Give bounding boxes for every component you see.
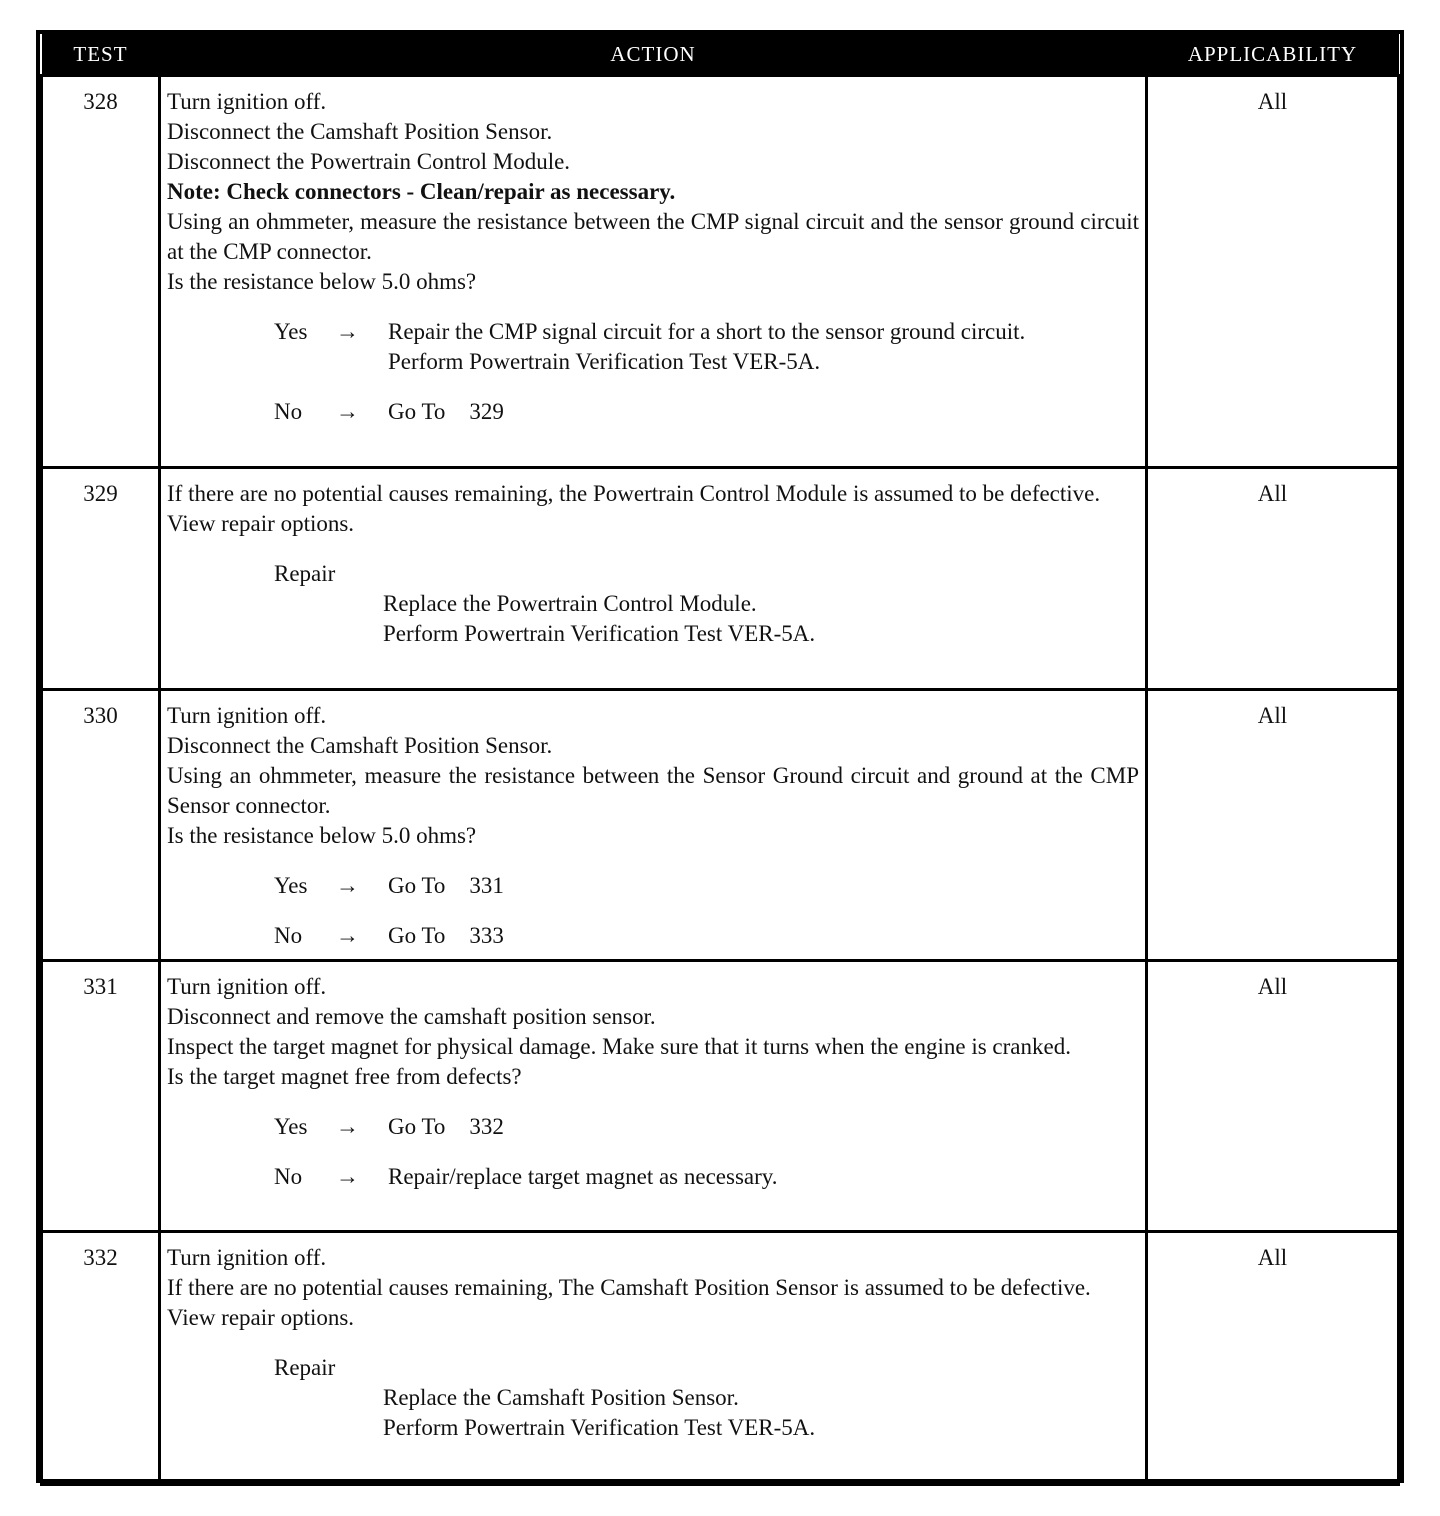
goto-target-link[interactable]: 329 — [469, 399, 504, 424]
action-paragraph: Using an ohmmeter, measure the resistance between the CMP signal circuit and the sensor ground circuit at the CMP connector. — [167, 209, 1139, 264]
action-line: View repair options. — [167, 511, 355, 536]
action-note: Note: Check connectors - Clean/repair as necessary. — [167, 179, 676, 204]
repair-label: Repair — [274, 561, 336, 586]
action-line: View repair options. — [167, 1305, 355, 1330]
repair-step: Replace the Camshaft Position Sensor. — [383, 1385, 739, 1410]
action-cell — [160, 690, 1147, 961]
yes-option — [167, 1112, 1139, 1142]
action-paragraph: If there are no potential causes remaining, the Powertrain Control Module is assumed to be defective. — [167, 481, 1101, 506]
header-test: TEST — [42, 34, 160, 76]
header-action: ACTION — [160, 34, 1147, 76]
arrow-icon: → — [336, 319, 359, 344]
repair-step: Perform Powertrain Verification Test VER-5A. — [383, 621, 816, 646]
yes-result — [388, 871, 1139, 901]
table-row — [42, 76, 1399, 468]
no-option — [167, 921, 1139, 951]
no-label: No — [274, 399, 303, 424]
applicability-value: All — [1147, 76, 1399, 468]
applicability-value: All — [1147, 961, 1399, 1232]
arrow-icon: → — [336, 873, 359, 898]
action-line: Turn ignition off. — [167, 974, 327, 999]
yes-result — [388, 1112, 1139, 1142]
action-cell — [160, 1232, 1147, 1485]
action-line: Turn ignition off. — [167, 1245, 327, 1270]
repair-label: Repair — [274, 1355, 336, 1380]
action-paragraph: Inspect the target magnet for physical damage. Make sure that it turns when the engine is cranked. — [167, 1034, 1071, 1059]
action-paragraph: If there are no potential causes remaining, The Camshaft Position Sensor is assumed to be defective. — [167, 1275, 1091, 1300]
no-label: No — [274, 923, 303, 948]
goto-text: Go To — [388, 1114, 446, 1139]
action-question: Is the target magnet free from defects? — [167, 1064, 522, 1089]
action-cell — [160, 961, 1147, 1232]
action-question: Is the resistance below 5.0 ohms? — [167, 269, 477, 294]
action-paragraph: Using an ohmmeter, measure the resistance between the Sensor Ground circuit and ground at the CMP Sensor connector. — [167, 763, 1139, 818]
arrow-icon: → — [336, 399, 359, 424]
arrow-icon: → — [336, 1114, 359, 1139]
goto-text: Go To — [388, 923, 446, 948]
goto-text: Go To — [388, 399, 446, 424]
table-row — [42, 961, 1399, 1232]
no-result — [388, 397, 1139, 427]
yes-label: Yes — [274, 873, 308, 898]
no-option — [167, 397, 1139, 427]
action-line: Disconnect the Camshaft Position Sensor. — [167, 119, 553, 144]
goto-target-link[interactable]: 332 — [469, 1114, 504, 1139]
repair-step: Perform Powertrain Verification Test VER-5A. — [383, 1415, 816, 1440]
repair-step: Replace the Powertrain Control Module. — [383, 591, 757, 616]
no-result: Repair/replace target magnet as necessary. — [388, 1164, 778, 1189]
yes-option — [167, 317, 1139, 377]
no-label: No — [274, 1164, 303, 1189]
action-line: Disconnect the Powertrain Control Module. — [167, 149, 571, 174]
yes-option — [167, 871, 1139, 901]
action-line: Turn ignition off. — [167, 703, 327, 728]
applicability-value: All — [1147, 1232, 1399, 1485]
action-line: Disconnect and remove the camshaft position sensor. — [167, 1004, 656, 1029]
test-number: 332 — [42, 1232, 160, 1485]
action-line: Disconnect the Camshaft Position Sensor. — [167, 733, 553, 758]
action-line: Turn ignition off. — [167, 89, 327, 114]
applicability-value: All — [1147, 468, 1399, 690]
header-applicability: APPLICABILITY — [1147, 34, 1399, 76]
goto-text: Go To — [388, 873, 446, 898]
test-procedure-table-frame — [36, 30, 1404, 1483]
action-question: Is the resistance below 5.0 ohms? — [167, 823, 477, 848]
arrow-icon: → — [336, 1164, 359, 1189]
yes-result-text: Repair the CMP signal circuit for a short to the sensor ground circuit. — [388, 319, 1026, 344]
yes-label: Yes — [274, 319, 308, 344]
applicability-value: All — [1147, 690, 1399, 961]
yes-result — [388, 317, 1139, 377]
goto-target-link[interactable]: 331 — [469, 873, 504, 898]
table-row — [42, 690, 1399, 961]
no-option — [167, 1162, 1139, 1192]
action-cell — [160, 468, 1147, 690]
no-result — [388, 921, 1139, 951]
yes-result-text: Perform Powertrain Verification Test VER-5A. — [388, 349, 821, 374]
arrow-icon: → — [336, 923, 359, 948]
table-row — [42, 468, 1399, 690]
test-number: 331 — [42, 961, 160, 1232]
action-cell — [160, 76, 1147, 468]
goto-target-link[interactable]: 333 — [469, 923, 504, 948]
test-number: 328 — [42, 76, 160, 468]
test-number: 330 — [42, 690, 160, 961]
yes-label: Yes — [274, 1114, 308, 1139]
table-row — [42, 1232, 1399, 1485]
test-procedure-table — [40, 34, 1400, 1486]
test-number: 329 — [42, 468, 160, 690]
table-header-row — [42, 34, 1399, 76]
